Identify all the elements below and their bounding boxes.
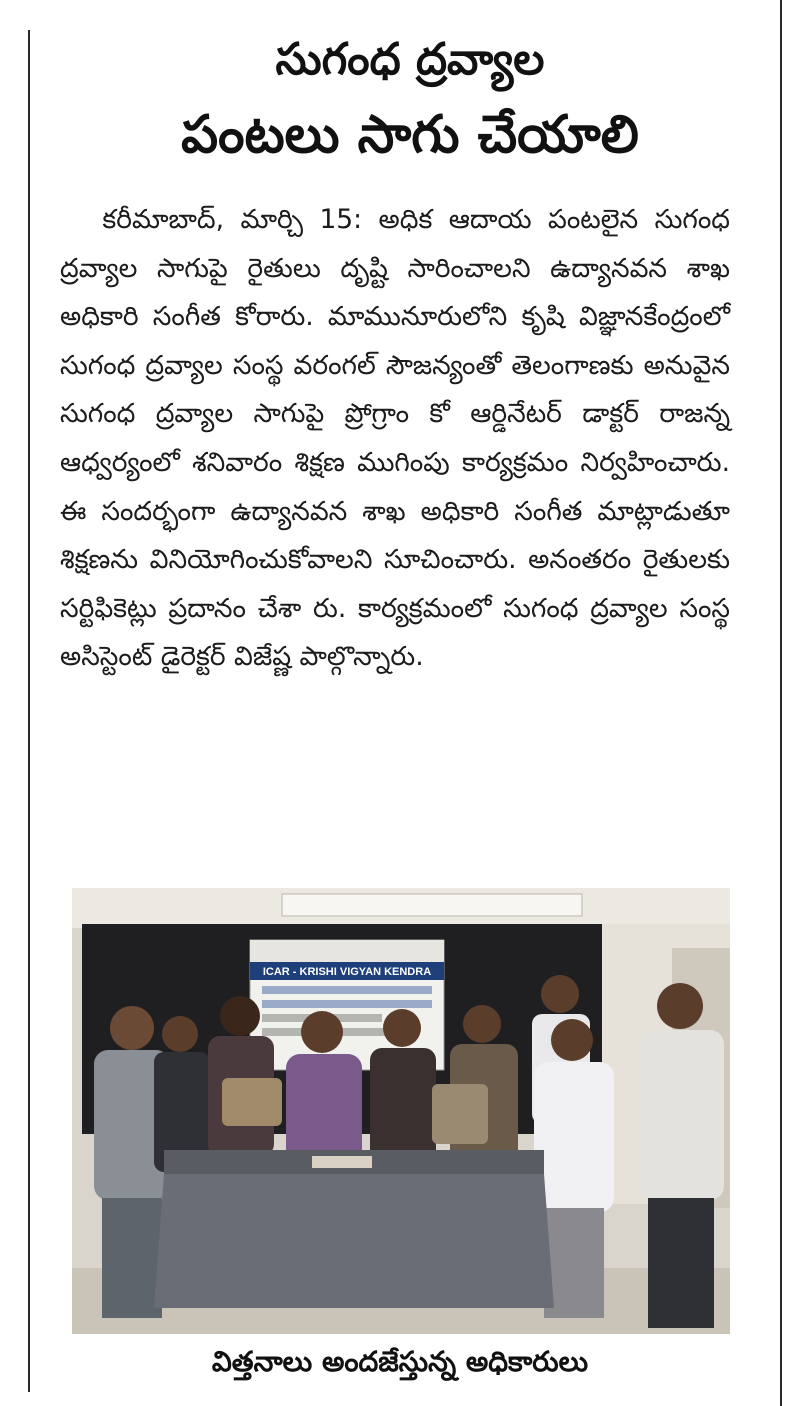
- photo-illustration: [72, 888, 730, 1334]
- column-rule-left: [28, 30, 30, 1392]
- news-photo: [72, 888, 730, 1334]
- headline-line-2: పంటలు సాగు చేయాలి: [181, 105, 639, 165]
- banner-text: ICAR - KRISHI VIGYAN KENDRA: [262, 966, 432, 978]
- photo-caption: విత్తనాలు అందజేస్తున్న అధికారులు: [211, 1345, 589, 1378]
- column-rule-right: [780, 0, 782, 1406]
- headline-line-1: సుగంధ ద్రవ్యాల: [275, 34, 545, 85]
- article-body: కరీమాబాద్, మార్చి 15: అధిక ఆదాయ పంటలైన సుగంధ ద్రవ్యాల సాగుపై రైతులు దృష్టి సారించాలని ఉద్యానవన శాఖ అధికారి సంగీత కోరారు. మామునూరులోని కృషి విజ్ఞానకేంద్రంలో సుగంధ ద్రవ్యాల సంస్థ వరంగల్ సౌజన్యంతో తెలంగాణకు అనువైన సుగంధ ద్రవ్యాల సాగుపై ప్రోగ్రాం కో ఆర్డినేటర్ డాక్టర్ రాజన్న ఆధ్వర్యంలో శనివారం శిక్షణ ముగింపు కార్యక్రమం నిర్వహించారు. ఈ సందర్భంగా ఉద్యానవన శాఖ అధికారి సంగీత మాట్లాడుతూ శిక్షణను వినియోగించుకోవాలని సూచించారు. అనంతరం రైతులకు సర్టిఫికెట్లు ప్రదానం చేశా రు. కార్యక్రమంలో సుగంధ ద్రవ్యాల సంస్థ అసిస్టెంట్ డైరెక్టర్ విజేష్ణ పాల్గొన్నారు.: [60, 204, 730, 673]
